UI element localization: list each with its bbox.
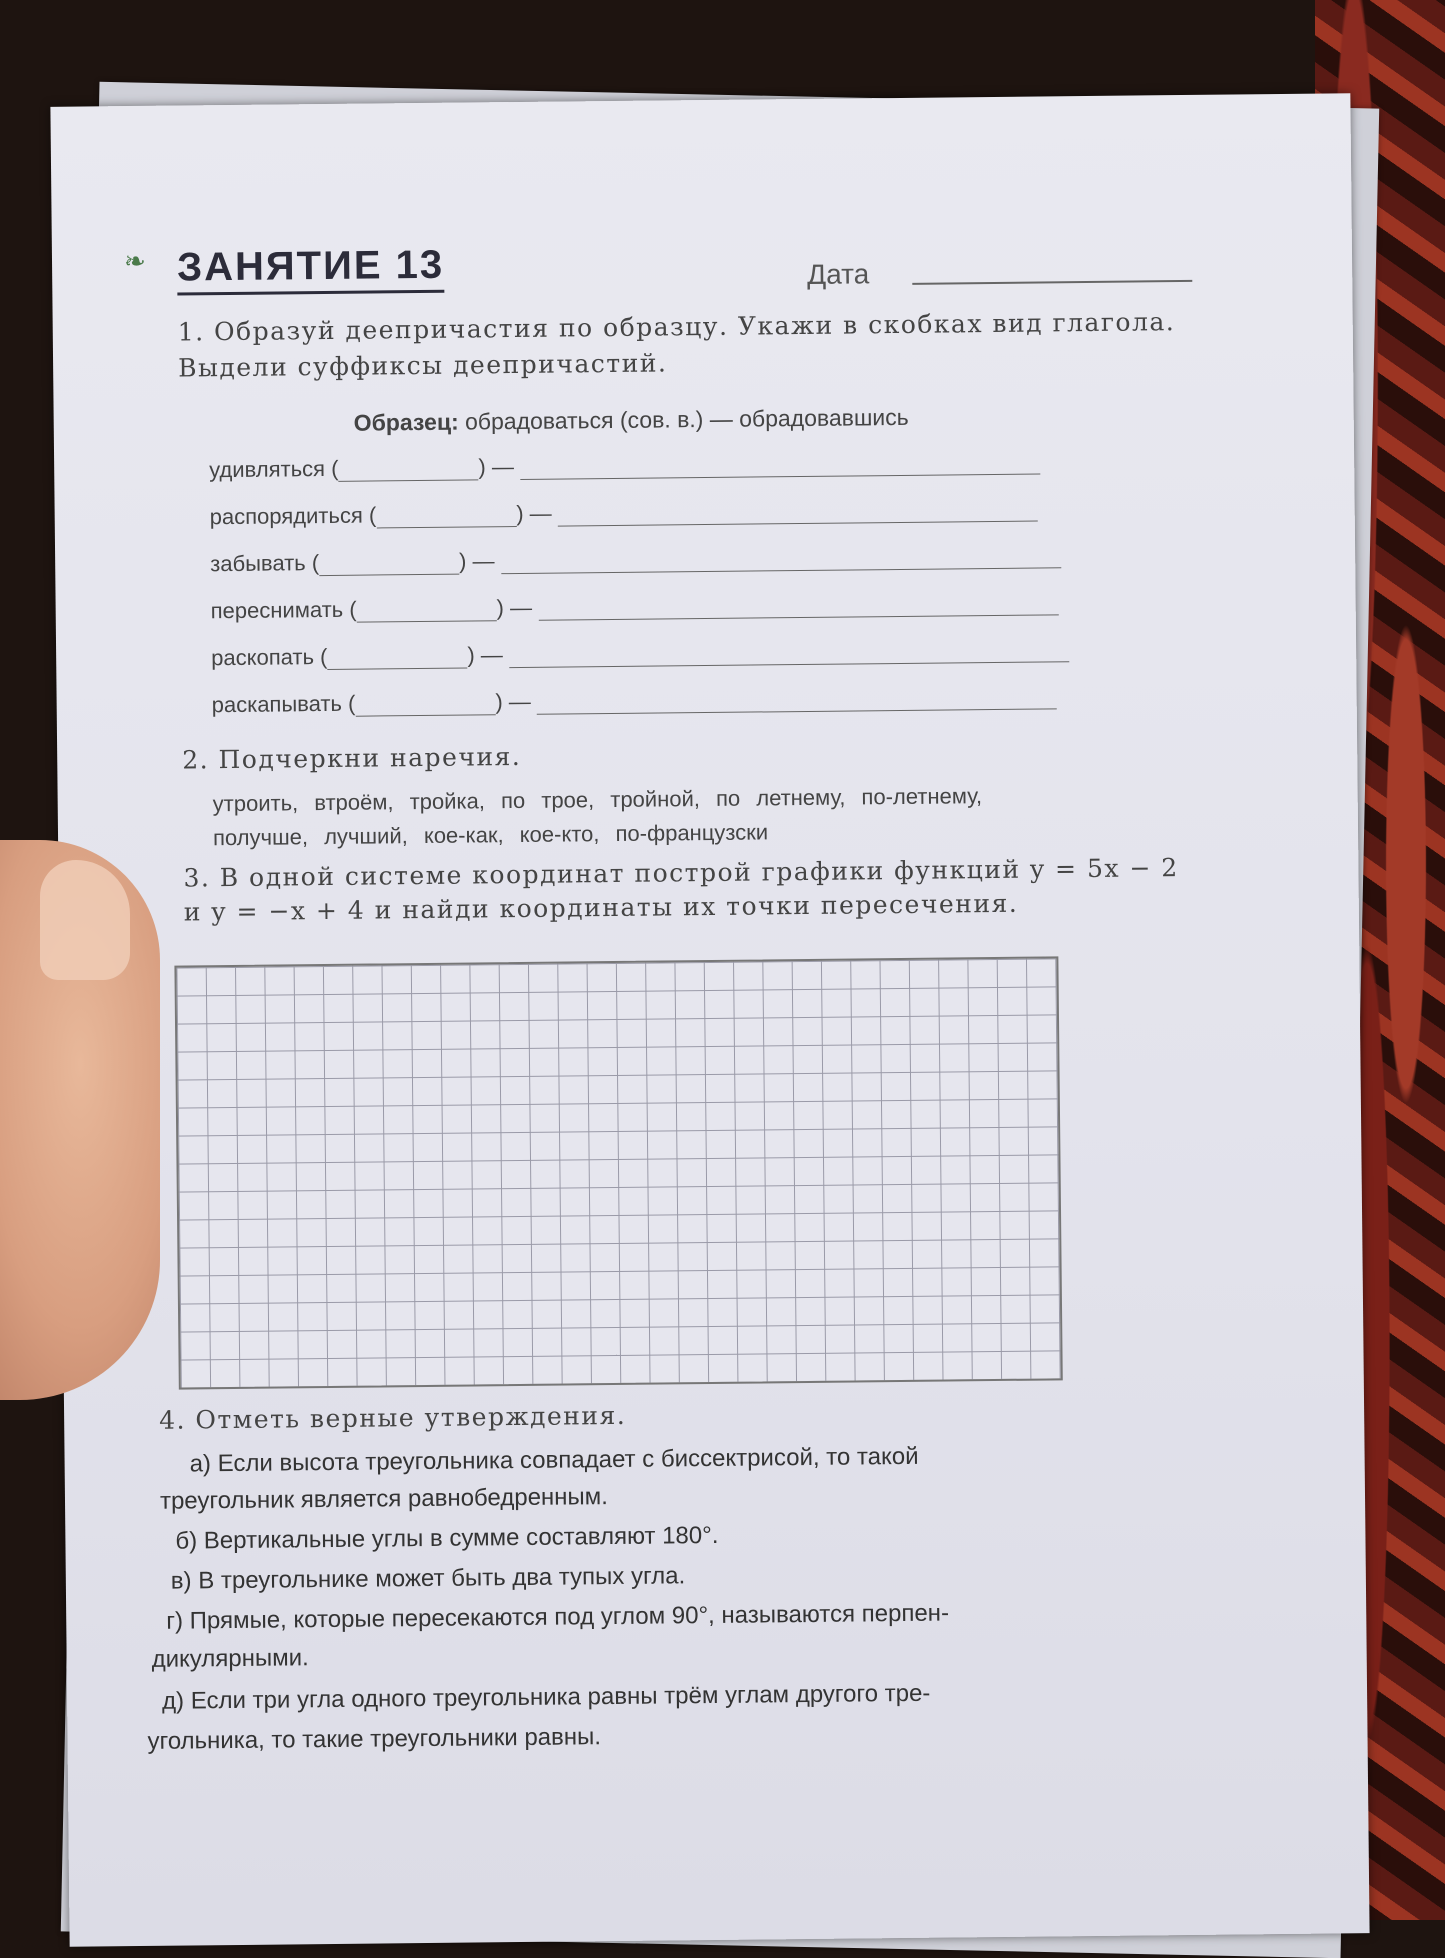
thumb	[40, 860, 130, 980]
paren: (	[319, 643, 328, 670]
date-field[interactable]	[912, 280, 1192, 285]
aspect-field[interactable]	[376, 526, 516, 528]
verb-label: забывать	[210, 550, 306, 577]
answer-field[interactable]	[537, 708, 1057, 714]
task1-row	[212, 683, 1058, 718]
statement-c[interactable]: в) В треугольнике может быть два тупых угла.	[170, 1562, 686, 1595]
task3-instruction-line2: и y = −x + 4 и найди координаты их точки пересечения.	[183, 888, 1019, 927]
statement-a-line1[interactable]: а) Если высота треугольника совпадает с биссектрисой, то такой	[189, 1442, 919, 1478]
aspect-field[interactable]	[328, 668, 468, 670]
answer-field[interactable]	[509, 661, 1069, 668]
worksheet-page	[50, 93, 1369, 1947]
page-title: ЗАНЯТИЕ 13	[177, 243, 445, 296]
task1-row	[209, 449, 1040, 484]
paren: (	[311, 550, 320, 576]
answer-field[interactable]	[520, 474, 1040, 480]
paren: (	[349, 596, 357, 622]
sample	[354, 404, 909, 437]
statement-d-line1[interactable]: г) Прямые, которые пересекаются под углом 90°, называются перпен-	[166, 1599, 950, 1635]
paren: (	[347, 690, 356, 716]
paren-dash: ) —	[478, 454, 515, 480]
task3-instruction-line1: 3. В одной системе координат построй графики функций y = 5x − 2	[183, 853, 1179, 893]
answer-field[interactable]	[501, 567, 1061, 574]
aspect-field[interactable]	[319, 574, 459, 576]
statement-b[interactable]: б) Вертикальные углы в сумме составляют 180°.	[175, 1521, 719, 1555]
graph-grid[interactable]	[174, 956, 1062, 1389]
verb-label: раскапывать	[211, 690, 343, 718]
statement-d-line2: дикулярными.	[151, 1644, 309, 1673]
verb-label: удивляться	[209, 456, 326, 483]
verb-label: переснимать	[210, 596, 344, 624]
paren: (	[368, 502, 377, 528]
aspect-field[interactable]	[339, 479, 479, 481]
statement-a-line2: треугольник является равнобедренным.	[159, 1483, 609, 1515]
sample-text: обрадоваться (сов. в.) — обрадовавшись	[464, 403, 909, 435]
leaf-icon: ❧	[123, 245, 146, 277]
task1-row	[211, 589, 1059, 624]
task2-words-line1[interactable]: утроить, втроём, тройка, по трое, тройной, по летнему, по-летнему,	[212, 783, 983, 817]
task1-row	[210, 542, 1061, 577]
aspect-field[interactable]	[357, 620, 497, 622]
statement-e-line2: угольника, то такие треугольники равны.	[147, 1723, 602, 1755]
paren-dash: ) —	[495, 688, 531, 715]
paren-dash: ) —	[516, 500, 552, 527]
task2-words-line2[interactable]: получше, лучший, кое-как, кое-кто, по-французски	[212, 819, 769, 851]
paren-dash: ) —	[458, 548, 495, 574]
answer-field[interactable]	[558, 521, 1038, 527]
task2-instruction: 2. Подчеркни наречия.	[182, 741, 522, 775]
sample-label: Образец:	[353, 408, 459, 436]
date-label: Дата	[807, 258, 870, 290]
task1-row	[211, 636, 1069, 671]
task1-instruction-line2: Выдели суффиксы деепричастий.	[177, 348, 668, 383]
paren-dash: ) —	[496, 594, 533, 621]
task1-row	[210, 496, 1038, 531]
aspect-field[interactable]	[356, 714, 496, 716]
paren-dash: ) —	[467, 642, 503, 668]
task4-instruction: 4. Отметь верные утверждения.	[159, 1400, 627, 1435]
answer-field[interactable]	[538, 614, 1058, 620]
task1-instruction-line1: 1. Образуй деепричастия по образцу. Укажи в скобках вид глагола.	[177, 307, 1176, 347]
paren: (	[330, 455, 339, 481]
verb-label: раскопать	[211, 644, 315, 671]
statement-e-line1[interactable]: д) Если три угла одного треугольника равны трём углам другого тре-	[161, 1679, 931, 1715]
verb-label: распорядиться	[209, 502, 363, 530]
